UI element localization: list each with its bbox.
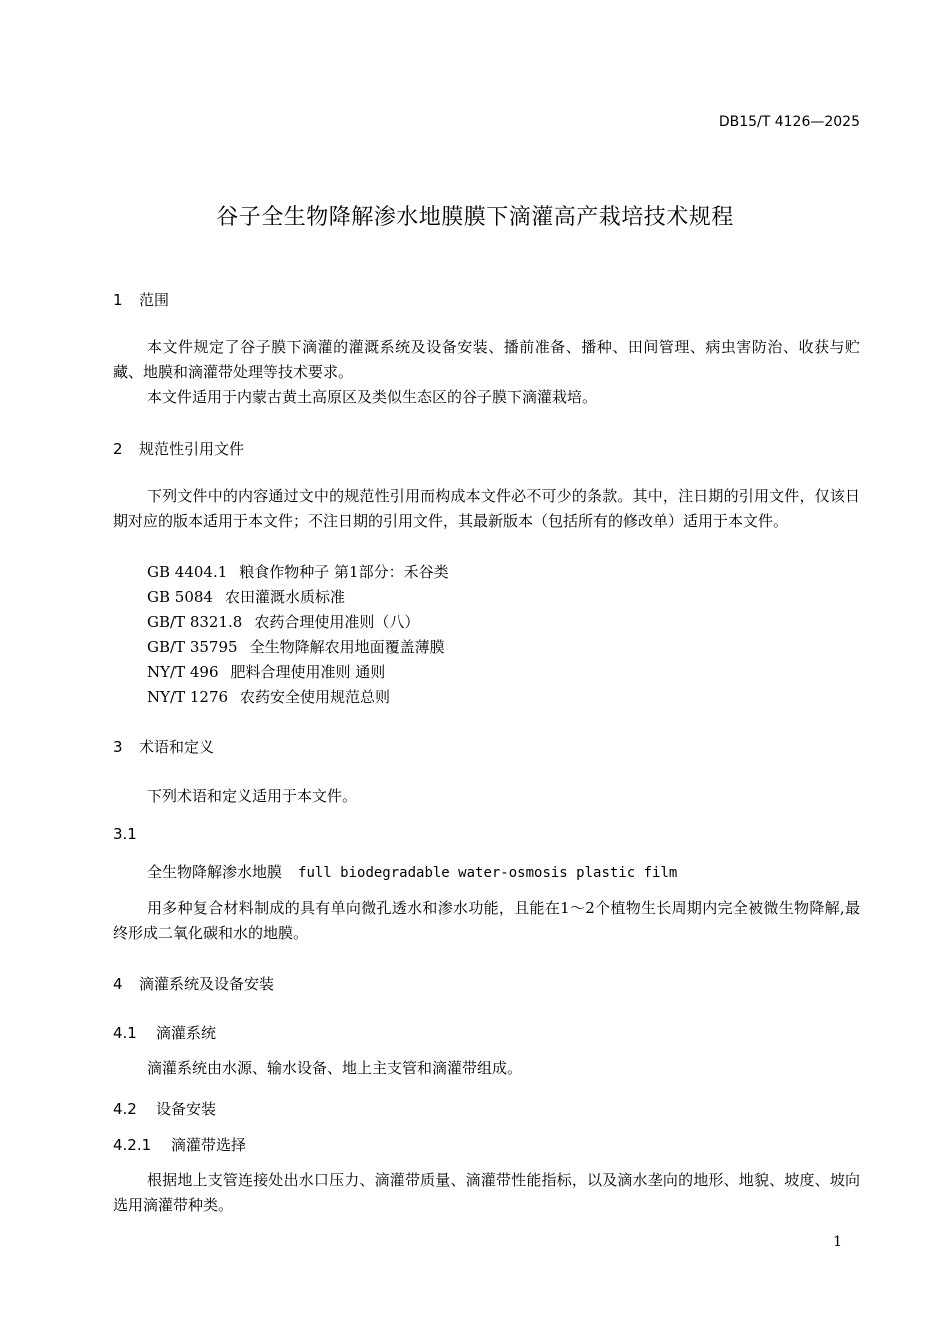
section-number: 4.2 [113, 1100, 137, 1118]
document-title: 谷子全生物降解渗水地膜膜下滴灌高产栽培技术规程 [216, 205, 734, 230]
standard-code: DB15/T 4126—2025 [718, 114, 860, 130]
section-title: 滴灌带选择 [171, 1136, 247, 1154]
page-number: 1 [833, 1234, 842, 1250]
reference-name: 农田灌溉水质标准 [224, 588, 345, 606]
reference-code: GB/T 35795 [147, 638, 238, 656]
paragraph: 本文件规定了谷子膜下滴灌的灌溉系统及设备安装、播前准备、播种、田间管理、病虫害防治、收获与贮藏、地膜和滴灌带处理等技术要求。 [113, 338, 860, 381]
subsection-4-1-heading [113, 1022, 216, 1043]
section-title: 滴灌系统 [156, 1024, 217, 1042]
section-title: 术语和定义 [139, 738, 215, 756]
reference-name: 农药安全使用规范总则 [240, 688, 391, 706]
term-entry [147, 861, 677, 882]
section-number: 1 [113, 291, 123, 309]
reference-item [147, 636, 445, 657]
reference-name: 农药合理使用准则（八） [254, 613, 420, 631]
reference-item [147, 586, 345, 607]
subsection-4-2-1-heading [113, 1134, 246, 1155]
reference-code: NY/T 1276 [147, 688, 229, 706]
paragraph: 下列文件中的内容通过文中的规范性引用而构成本文件必不可少的条款。其中，注日期的引用文件，仅该日期对应的版本适用于本文件；不注日期的引用文件，其最新版本（包括所有的修改单）适用于本文件。 [113, 487, 860, 530]
section-3-heading [113, 736, 214, 757]
term-number: 3.1 [113, 825, 137, 843]
section-title: 滴灌系统及设备安装 [139, 975, 275, 993]
term-chinese: 全生物降解渗水地膜 [147, 863, 283, 881]
paragraph: 本文件适用于内蒙古黄土高原区及类似生态区的谷子膜下滴灌栽培。 [147, 388, 598, 406]
term-definition: 用多种复合材料制成的具有单向微孔透水和渗水功能，且能在1～2个植物生长周期内完全被微生物降解,最终形成二氧化碳和水的地膜。 [113, 899, 860, 942]
paragraph: 根据地上支管连接处出水口压力、滴灌带质量、滴灌带性能指标，以及滴水垄向的地形、地貌、坡度、坡向选用滴灌带种类。 [113, 1171, 860, 1214]
section-number: 2 [113, 440, 123, 458]
reference-item [147, 611, 419, 632]
section-number: 4 [113, 975, 123, 993]
section-title: 设备安装 [156, 1100, 217, 1118]
section-2-heading [113, 438, 244, 459]
paragraph: 滴灌系统由水源、输水设备、地上主支管和滴灌带组成。 [147, 1059, 523, 1077]
section-number: 4.2.1 [113, 1136, 152, 1154]
reference-item [147, 661, 385, 682]
reference-code: GB 5084 [147, 588, 213, 606]
reference-code: GB 4404.1 [147, 563, 228, 581]
section-title: 范围 [139, 291, 170, 309]
section-1-heading [113, 289, 169, 310]
reference-item [147, 686, 390, 707]
section-4-heading [113, 973, 274, 994]
reference-code: GB/T 8321.8 [147, 613, 243, 631]
reference-item [147, 561, 449, 582]
reference-name: 全生物降解农用地面覆盖薄膜 [249, 638, 445, 656]
section-number: 3 [113, 738, 123, 756]
subsection-4-2-heading [113, 1098, 216, 1119]
reference-name: 粮食作物种子 第1部分：禾谷类 [239, 563, 449, 581]
paragraph: 下列术语和定义适用于本文件。 [147, 787, 358, 805]
section-number: 4.1 [113, 1024, 137, 1042]
section-title: 规范性引用文件 [139, 440, 245, 458]
reference-code: NY/T 496 [147, 663, 219, 681]
reference-name: 肥料合理使用准则 通则 [230, 663, 386, 681]
term-english: full biodegradable water-osmosis plastic film [298, 865, 678, 881]
